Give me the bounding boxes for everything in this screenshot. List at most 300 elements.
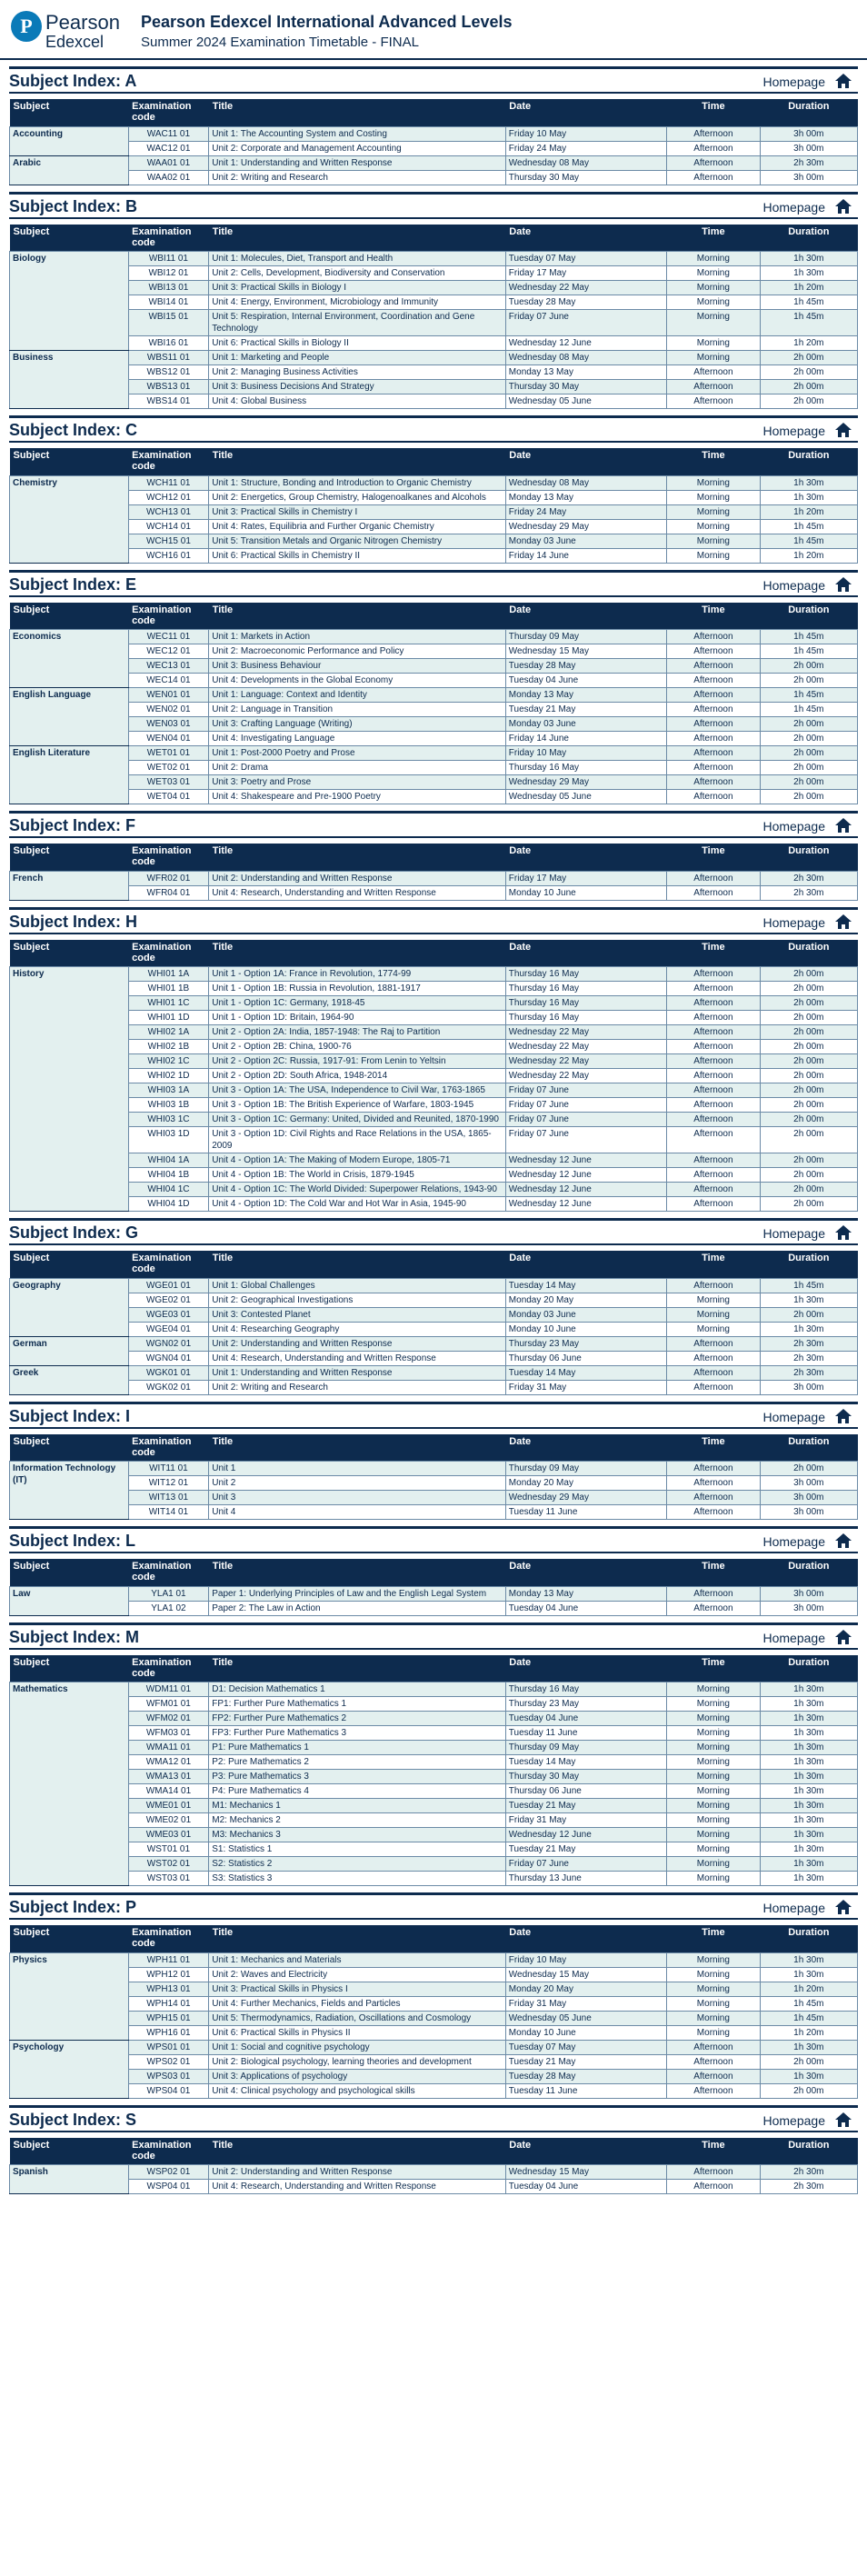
paper-title: Unit 3 - Option 1C: Germany: United, Divided and Reunited, 1870-1990: [209, 1113, 506, 1127]
exam-duration: 1h 30m: [760, 1293, 857, 1307]
exam-duration: 2h 30m: [760, 155, 857, 170]
paper-title: Paper 1: Underlying Principles of Law and the English Legal System: [209, 1586, 506, 1601]
section-heading: [9, 415, 858, 443]
column-header-title: Title: [212, 1561, 234, 1572]
exam-time: Afternoon: [667, 746, 761, 761]
exam-code: WIT11 01: [128, 1462, 209, 1476]
exam-date: Tuesday 07 May: [505, 252, 666, 266]
exam-time: Afternoon: [667, 1476, 761, 1491]
exam-date: Tuesday 14 May: [505, 1365, 666, 1380]
exam-time: Afternoon: [667, 2083, 761, 2098]
exam-code: WBI15 01: [128, 310, 209, 336]
exam-date: Friday 17 May: [505, 871, 666, 885]
paper-title: P2: Pure Mathematics 2: [209, 1755, 506, 1770]
exam-time: Afternoon: [667, 380, 761, 394]
column-header-time: Time: [702, 450, 725, 461]
homepage-link[interactable]: Homepage: [762, 2112, 825, 2128]
exam-date: Thursday 09 May: [505, 1462, 666, 1476]
table-header-row: [10, 2138, 858, 2165]
column-header-time: Time: [702, 1656, 725, 1668]
table-row: [10, 1828, 858, 1842]
home-icon[interactable]: [834, 1224, 852, 1241]
exam-time: Afternoon: [667, 1153, 761, 1168]
timetable-table: [9, 1655, 858, 1887]
exam-time: Afternoon: [667, 688, 761, 703]
paper-title: Unit 1: The Accounting System and Costing: [209, 126, 506, 141]
exam-time: Afternoon: [667, 155, 761, 170]
paper-title: Unit 2 - Option 2D: South Africa, 1948-2014: [209, 1069, 506, 1083]
timetable-table: [9, 2138, 858, 2195]
exam-time: Afternoon: [667, 365, 761, 380]
exam-time: Afternoon: [667, 2069, 761, 2083]
home-icon[interactable]: [834, 914, 852, 930]
table-row: [10, 1491, 858, 1505]
table-row: [10, 1153, 858, 1168]
table-row: [10, 790, 858, 804]
table-row: [10, 1755, 858, 1770]
homepage-link[interactable]: Homepage: [762, 914, 825, 930]
column-header-subject: Subject: [13, 1435, 50, 1447]
paper-title: Unit 2: Understanding and Written Response: [209, 2165, 506, 2180]
exam-code: WFR04 01: [128, 885, 209, 900]
table-row: [10, 1040, 858, 1054]
subject-name: Information Technology (IT): [10, 1462, 129, 1520]
exam-date: Tuesday 14 May: [505, 1278, 666, 1293]
exam-code: WBI16 01: [128, 336, 209, 351]
exam-code: WGE03 01: [128, 1307, 209, 1322]
exam-date: Friday 07 June: [505, 310, 666, 336]
exam-date: Friday 07 June: [505, 1127, 666, 1153]
exam-duration: 2h 30m: [760, 1365, 857, 1380]
exam-duration: 2h 00m: [760, 2054, 857, 2069]
subject-section: [0, 1892, 867, 2099]
home-icon[interactable]: [834, 1899, 852, 1915]
paper-title: S1: Statistics 1: [209, 1842, 506, 1857]
column-header-duration: Duration: [788, 1927, 830, 1938]
exam-duration: 1h 20m: [760, 336, 857, 351]
paper-title: Unit 4: Energy, Environment, Microbiology and Immunity: [209, 295, 506, 310]
exam-duration: 1h 30m: [760, 1726, 857, 1741]
exam-duration: 1h 30m: [760, 266, 857, 281]
column-header-duration: Duration: [788, 1656, 830, 1668]
home-icon[interactable]: [834, 2112, 852, 2128]
paper-title: Unit 4 - Option 1B: The World in Crisis, 1879-1945: [209, 1168, 506, 1183]
column-header-subject: Subject: [13, 101, 50, 112]
exam-code: WET02 01: [128, 761, 209, 775]
exam-time: Morning: [667, 1952, 761, 1967]
exam-date: Thursday 13 June: [505, 1872, 666, 1886]
paper-title: Unit 4: Clinical psychology and psychological skills: [209, 2083, 506, 2098]
table-row: [10, 1365, 858, 1380]
table-row: [10, 2011, 858, 2025]
exam-code: WBS11 01: [128, 351, 209, 365]
exam-date: Wednesday 22 May: [505, 1069, 666, 1083]
exam-date: Tuesday 11 June: [505, 1505, 666, 1520]
table-row: [10, 746, 858, 761]
table-row: [10, 1197, 858, 1212]
exam-duration: 2h 30m: [760, 871, 857, 885]
table-row: [10, 775, 858, 790]
paper-title: Unit 2 - Option 2B: China, 1900-76: [209, 1040, 506, 1054]
column-header-subject: Subject: [13, 2139, 50, 2151]
exam-date: Friday 07 June: [505, 1113, 666, 1127]
section-heading: [9, 192, 858, 219]
exam-duration: 3h 00m: [760, 1476, 857, 1491]
paper-title: Unit 4: Research, Understanding and Written Response: [209, 1351, 506, 1365]
exam-time: Afternoon: [667, 2165, 761, 2180]
exam-duration: 1h 30m: [760, 1967, 857, 1982]
table-row: [10, 380, 858, 394]
exam-code: WCH12 01: [128, 490, 209, 504]
paper-title: Unit 2: Geographical Investigations: [209, 1293, 506, 1307]
exam-time: Afternoon: [667, 996, 761, 1011]
homepage-link[interactable]: Homepage: [762, 1226, 825, 1241]
exam-duration: 3h 00m: [760, 1505, 857, 1520]
column-header-date: Date: [509, 1561, 532, 1572]
exam-code: WGE01 01: [128, 1278, 209, 1293]
exam-time: Morning: [667, 1828, 761, 1842]
exam-time: Morning: [667, 1712, 761, 1726]
exam-date: Thursday 16 May: [505, 1682, 666, 1697]
exam-date: Wednesday 29 May: [505, 1491, 666, 1505]
exam-date: Wednesday 22 May: [505, 1054, 666, 1069]
exam-date: Wednesday 12 June: [505, 1828, 666, 1842]
exam-time: Morning: [667, 266, 761, 281]
exam-date: Friday 14 June: [505, 732, 666, 746]
exam-date: Thursday 16 May: [505, 1011, 666, 1025]
paper-title: Unit 4: Research, Understanding and Written Response: [209, 2180, 506, 2194]
exam-time: Afternoon: [667, 170, 761, 185]
table-header-row: [10, 940, 858, 967]
exam-time: Afternoon: [667, 1278, 761, 1293]
timetable-table: [9, 99, 858, 185]
exam-date: Wednesday 12 June: [505, 1168, 666, 1183]
home-icon[interactable]: [834, 817, 852, 834]
column-header-title: Title: [212, 450, 234, 461]
column-header-duration: Duration: [788, 1435, 830, 1447]
home-icon[interactable]: [834, 1408, 852, 1424]
home-icon[interactable]: [834, 422, 852, 438]
exam-date: Thursday 09 May: [505, 1741, 666, 1755]
column-header-code: Examination code: [132, 604, 192, 626]
exam-time: Afternoon: [667, 761, 761, 775]
paper-title: FP2: Further Pure Mathematics 2: [209, 1712, 506, 1726]
exam-duration: 1h 30m: [760, 475, 857, 490]
exam-time: Morning: [667, 1813, 761, 1828]
exam-code: WGE04 01: [128, 1322, 209, 1336]
exam-time: Morning: [667, 1996, 761, 2011]
exam-time: Morning: [667, 1293, 761, 1307]
homepage-link[interactable]: Homepage: [762, 819, 825, 834]
table-header-row: [10, 1251, 858, 1278]
paper-title: Unit 2 - Option 2C: Russia, 1917-91: From Lenin to Yeltsin: [209, 1054, 506, 1069]
homepage-link[interactable]: Homepage: [762, 1901, 825, 1915]
column-header-subject: Subject: [13, 1927, 50, 1938]
exam-time: Morning: [667, 1697, 761, 1712]
paper-title: Unit 1: Understanding and Written Response: [209, 155, 506, 170]
table-row: [10, 351, 858, 365]
exam-time: Morning: [667, 1322, 761, 1336]
table-header-row: [10, 603, 858, 630]
exam-code: WIT12 01: [128, 1476, 209, 1491]
exam-time: Morning: [667, 336, 761, 351]
exam-date: Friday 10 May: [505, 746, 666, 761]
exam-code: WME01 01: [128, 1799, 209, 1813]
exam-duration: 1h 30m: [760, 1952, 857, 1967]
exam-time: Afternoon: [667, 630, 761, 644]
exam-duration: 1h 30m: [760, 1322, 857, 1336]
homepage-link[interactable]: Homepage: [762, 1409, 825, 1424]
brand-subname: Edexcel: [45, 33, 105, 51]
table-row: [10, 1741, 858, 1755]
table-row: [10, 1505, 858, 1520]
exam-date: Friday 24 May: [505, 504, 666, 519]
exam-date: Tuesday 28 May: [505, 2069, 666, 2083]
column-header-subject: Subject: [13, 225, 50, 237]
exam-code: WHI04 1D: [128, 1197, 209, 1212]
table-row: [10, 688, 858, 703]
exam-duration: 2h 00m: [760, 1197, 857, 1212]
table-row: [10, 1813, 858, 1828]
subject-name: Spanish: [10, 2165, 129, 2194]
exam-duration: 1h 45m: [760, 1996, 857, 2011]
column-header-duration: Duration: [788, 845, 830, 856]
exam-duration: 2h 00m: [760, 674, 857, 688]
exam-duration: 2h 30m: [760, 2180, 857, 2194]
timetable-table: [9, 1925, 858, 2099]
exam-code: WEC13 01: [128, 659, 209, 674]
column-header-title: Title: [212, 604, 234, 615]
paper-title: Unit 2: Energetics, Group Chemistry, Halogenoalkanes and Alcohols: [209, 490, 506, 504]
exam-duration: 2h 00m: [760, 1168, 857, 1183]
table-row: [10, 1351, 858, 1365]
paper-title: Unit 1: Structure, Bonding and Introduction to Organic Chemistry: [209, 475, 506, 490]
paper-title: Unit 2: Understanding and Written Response: [209, 871, 506, 885]
home-icon[interactable]: [834, 198, 852, 215]
exam-code: YLA1 01: [128, 1586, 209, 1601]
home-icon[interactable]: [834, 1533, 852, 1549]
exam-time: Afternoon: [667, 2040, 761, 2054]
subject-name: Biology: [10, 252, 129, 351]
exam-code: WHI02 1D: [128, 1069, 209, 1083]
paper-title: Unit 3 - Option 1D: Civil Rights and Race Relations in the USA, 1865-2009: [209, 1127, 506, 1153]
exam-time: Morning: [667, 1784, 761, 1799]
section-heading: [9, 1892, 858, 1920]
section-title: Subject Index: P: [9, 1898, 137, 1916]
exam-date: Wednesday 08 May: [505, 351, 666, 365]
table-row: [10, 548, 858, 563]
home-icon[interactable]: [834, 1629, 852, 1645]
exam-duration: 1h 30m: [760, 1755, 857, 1770]
section-heading: [9, 1402, 858, 1429]
exam-duration: 1h 30m: [760, 1697, 857, 1712]
subject-name: Chemistry: [10, 475, 129, 563]
exam-time: Morning: [667, 1872, 761, 1886]
paper-title: Unit 1 - Option 1A: France in Revolution, 1774-99: [209, 967, 506, 982]
column-header-time: Time: [702, 1253, 725, 1263]
paper-title: Unit 3: Poetry and Prose: [209, 775, 506, 790]
table-row: [10, 2083, 858, 2098]
exam-duration: 3h 00m: [760, 1586, 857, 1601]
exam-time: Afternoon: [667, 1069, 761, 1083]
table-row: [10, 2180, 858, 2194]
section-heading: [9, 811, 858, 838]
exam-time: Afternoon: [667, 1127, 761, 1153]
table-row: [10, 659, 858, 674]
exam-code: WHI01 1D: [128, 1011, 209, 1025]
column-header-title: Title: [212, 2139, 234, 2151]
column-header-subject: Subject: [13, 450, 50, 461]
exam-code: WAA01 01: [128, 155, 209, 170]
subject-name: History: [10, 967, 129, 1212]
homepage-link[interactable]: Homepage: [762, 1630, 825, 1645]
home-icon[interactable]: [834, 73, 852, 89]
column-header-duration: Duration: [788, 1561, 830, 1572]
exam-duration: 2h 00m: [760, 775, 857, 790]
exam-duration: 3h 00m: [760, 141, 857, 155]
exam-code: WEN04 01: [128, 732, 209, 746]
table-row: [10, 1697, 858, 1712]
paper-title: Unit 2: Managing Business Activities: [209, 365, 506, 380]
exam-code: WBS12 01: [128, 365, 209, 380]
table-row: [10, 252, 858, 266]
paper-title: P4: Pure Mathematics 4: [209, 1784, 506, 1799]
timetable-table: [9, 1559, 858, 1616]
paper-title: Unit 2: Macroeconomic Performance and Policy: [209, 644, 506, 659]
column-header-date: Date: [509, 1435, 532, 1447]
exam-date: Tuesday 04 June: [505, 2180, 666, 2194]
column-header-date: Date: [509, 2139, 532, 2151]
homepage-link[interactable]: Homepage: [762, 577, 825, 593]
exam-date: Thursday 30 May: [505, 170, 666, 185]
exam-date: Wednesday 12 June: [505, 1197, 666, 1212]
table-row: [10, 534, 858, 548]
exam-date: Monday 10 June: [505, 2025, 666, 2040]
exam-code: WET01 01: [128, 746, 209, 761]
paper-title: Unit 3: Business Decisions And Strategy: [209, 380, 506, 394]
exam-time: Afternoon: [667, 1365, 761, 1380]
exam-date: Monday 03 June: [505, 717, 666, 732]
exam-code: WGN02 01: [128, 1336, 209, 1351]
table-row: [10, 170, 858, 185]
exam-code: WFM01 01: [128, 1697, 209, 1712]
exam-date: Thursday 30 May: [505, 380, 666, 394]
exam-time: Afternoon: [667, 1336, 761, 1351]
exam-duration: 1h 45m: [760, 630, 857, 644]
exam-code: WPH16 01: [128, 2025, 209, 2040]
exam-code: WMA12 01: [128, 1755, 209, 1770]
subject-name: Economics: [10, 630, 129, 688]
table-row: [10, 266, 858, 281]
exam-code: WCH11 01: [128, 475, 209, 490]
exam-duration: 1h 45m: [760, 644, 857, 659]
exam-code: WSP02 01: [128, 2165, 209, 2180]
exam-time: Afternoon: [667, 141, 761, 155]
table-row: [10, 394, 858, 409]
paper-title: Unit 3: Business Behaviour: [209, 659, 506, 674]
table-row: [10, 967, 858, 982]
paper-title: Unit 1: Mechanics and Materials: [209, 1952, 506, 1967]
column-header-title: Title: [212, 101, 234, 112]
paper-title: Unit 2: Writing and Research: [209, 170, 506, 185]
exam-duration: 1h 45m: [760, 688, 857, 703]
exam-duration: 1h 30m: [760, 1828, 857, 1842]
exam-code: WPS02 01: [128, 2054, 209, 2069]
exam-duration: 3h 00m: [760, 1491, 857, 1505]
homepage-link[interactable]: Homepage: [762, 1534, 825, 1549]
exam-date: Friday 07 June: [505, 1857, 666, 1872]
section-title: Subject Index: M: [9, 1627, 140, 1646]
table-row: [10, 871, 858, 885]
page-title: Pearson Edexcel International Advanced Levels: [141, 13, 513, 31]
table-row: [10, 1127, 858, 1153]
exam-date: Monday 03 June: [505, 1307, 666, 1322]
exam-time: Afternoon: [667, 659, 761, 674]
home-icon[interactable]: [834, 576, 852, 593]
subject-section: [0, 192, 867, 410]
homepage-link[interactable]: Homepage: [762, 424, 825, 438]
subject-name: Greek: [10, 1365, 129, 1394]
column-header-date: Date: [509, 604, 532, 615]
exam-date: Monday 20 May: [505, 1476, 666, 1491]
paper-title: Unit 4 - Option 1A: The Making of Modern Europe, 1805-71: [209, 1153, 506, 1168]
exam-duration: 1h 30m: [760, 1813, 857, 1828]
exam-code: WEN02 01: [128, 703, 209, 717]
column-header-duration: Duration: [788, 604, 830, 615]
exam-date: Wednesday 15 May: [505, 644, 666, 659]
column-header-code: Examination code: [132, 1435, 192, 1458]
exam-date: Wednesday 08 May: [505, 155, 666, 170]
homepage-link[interactable]: Homepage: [762, 75, 825, 89]
exam-time: Afternoon: [667, 703, 761, 717]
table-row: [10, 1726, 858, 1741]
exam-code: WCH16 01: [128, 548, 209, 563]
exam-code: WBI14 01: [128, 295, 209, 310]
table-header-row: [10, 225, 858, 252]
homepage-link[interactable]: Homepage: [762, 199, 825, 215]
paper-title: Unit 4: Researching Geography: [209, 1322, 506, 1336]
exam-code: WBI12 01: [128, 266, 209, 281]
exam-duration: 1h 20m: [760, 281, 857, 295]
table-row: [10, 1183, 858, 1197]
exam-date: Tuesday 04 June: [505, 674, 666, 688]
subject-name: French: [10, 871, 129, 900]
subject-name: Mathematics: [10, 1682, 129, 1886]
exam-duration: 1h 45m: [760, 2011, 857, 2025]
section-title: Subject Index: F: [9, 816, 136, 834]
column-header-time: Time: [702, 225, 725, 237]
exam-duration: 3h 00m: [760, 126, 857, 141]
exam-duration: 1h 30m: [760, 2069, 857, 2083]
exam-code: WHI04 1A: [128, 1153, 209, 1168]
exam-code: WHI01 1A: [128, 967, 209, 982]
exam-duration: 1h 45m: [760, 1278, 857, 1293]
subject-name: Arabic: [10, 155, 129, 185]
section-heading: [9, 1526, 858, 1553]
exam-duration: 2h 00m: [760, 717, 857, 732]
paper-title: Unit 4: Further Mechanics, Fields and Particles: [209, 1996, 506, 2011]
paper-title: Unit 4: Developments in the Global Economy: [209, 674, 506, 688]
paper-title: Unit 3: [209, 1491, 506, 1505]
exam-duration: 3h 00m: [760, 170, 857, 185]
paper-title: Unit 6: Practical Skills in Biology II: [209, 336, 506, 351]
exam-code: WET03 01: [128, 775, 209, 790]
table-row: [10, 1952, 858, 1967]
table-row: [10, 1168, 858, 1183]
paper-title: Unit 5: Respiration, Internal Environment, Coordination and Gene Technology: [209, 310, 506, 336]
paper-title: Unit 6: Practical Skills in Physics II: [209, 2025, 506, 2040]
exam-code: WMA14 01: [128, 1784, 209, 1799]
